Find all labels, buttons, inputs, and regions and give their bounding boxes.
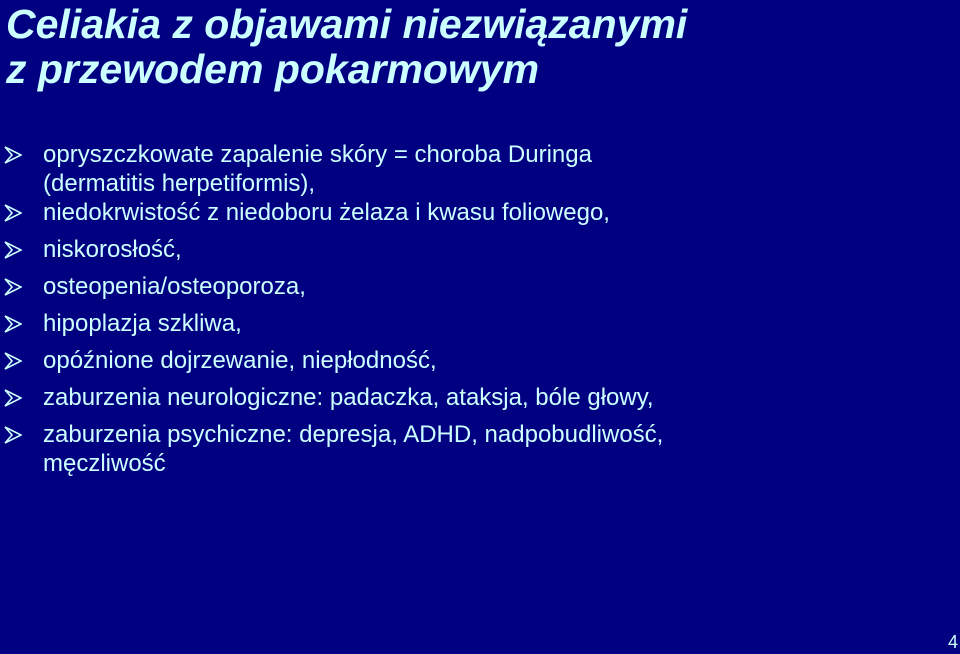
bullet-line: opryszczkowate zapalenie skóry = choroba Duringa: [43, 141, 592, 168]
arrowhead-bullet-icon: [4, 389, 22, 407]
title-line-1: Celiakia z objawami niezwiązanymi: [6, 1, 688, 47]
arrowhead-bullet-icon: [4, 146, 22, 164]
bullet-line: zaburzenia psychiczne: depresja, ADHD, nadpobudliwość,: [43, 421, 664, 448]
bullet-item: [0, 272, 960, 309]
bullet-item: [0, 420, 960, 478]
bullet-text: [43, 346, 960, 375]
bullet-item: [0, 140, 960, 198]
arrowhead-bullet-icon: [4, 426, 22, 444]
bullet-text: [43, 198, 960, 227]
bullet-text: [43, 309, 960, 338]
arrowhead-bullet-icon: [4, 352, 22, 370]
bullet-line: niskorosłość,: [43, 236, 182, 263]
arrowhead-bullet-icon: [4, 315, 22, 333]
bullet-item: [0, 383, 960, 420]
slide-number: 4: [947, 632, 958, 652]
bullet-line: (dermatitis herpetiformis),: [43, 170, 316, 197]
bullet-line: zaburzenia neurologiczne: padaczka, ataksja, bóle głowy,: [43, 384, 654, 411]
bullet-line: niedokrwistość z niedoboru żelaza i kwasu foliowego,: [43, 199, 610, 226]
bullet-line: męczliwość: [43, 450, 166, 477]
title-line-2: z przewodem pokarmowym: [6, 46, 540, 92]
bullet-item: [0, 198, 960, 235]
bullet-list: [0, 140, 960, 478]
bullet-text: [43, 140, 960, 198]
bullet-item: [0, 235, 960, 272]
bullet-item: [0, 309, 960, 346]
slide-title: [6, 2, 687, 92]
arrowhead-bullet-icon: [4, 204, 22, 222]
bullet-line: osteopenia/osteoporoza,: [43, 273, 306, 300]
bullet-text: [43, 235, 960, 264]
bullet-line: hipoplazja szkliwa,: [43, 310, 242, 337]
arrowhead-bullet-icon: [4, 278, 22, 296]
arrowhead-bullet-icon: [4, 241, 22, 259]
bullet-line: opóźnione dojrzewanie, niepłodność,: [43, 347, 437, 374]
bullet-text: [43, 272, 960, 301]
bullet-item: [0, 346, 960, 383]
bullet-text: [43, 420, 960, 478]
bullet-text: [43, 383, 960, 412]
